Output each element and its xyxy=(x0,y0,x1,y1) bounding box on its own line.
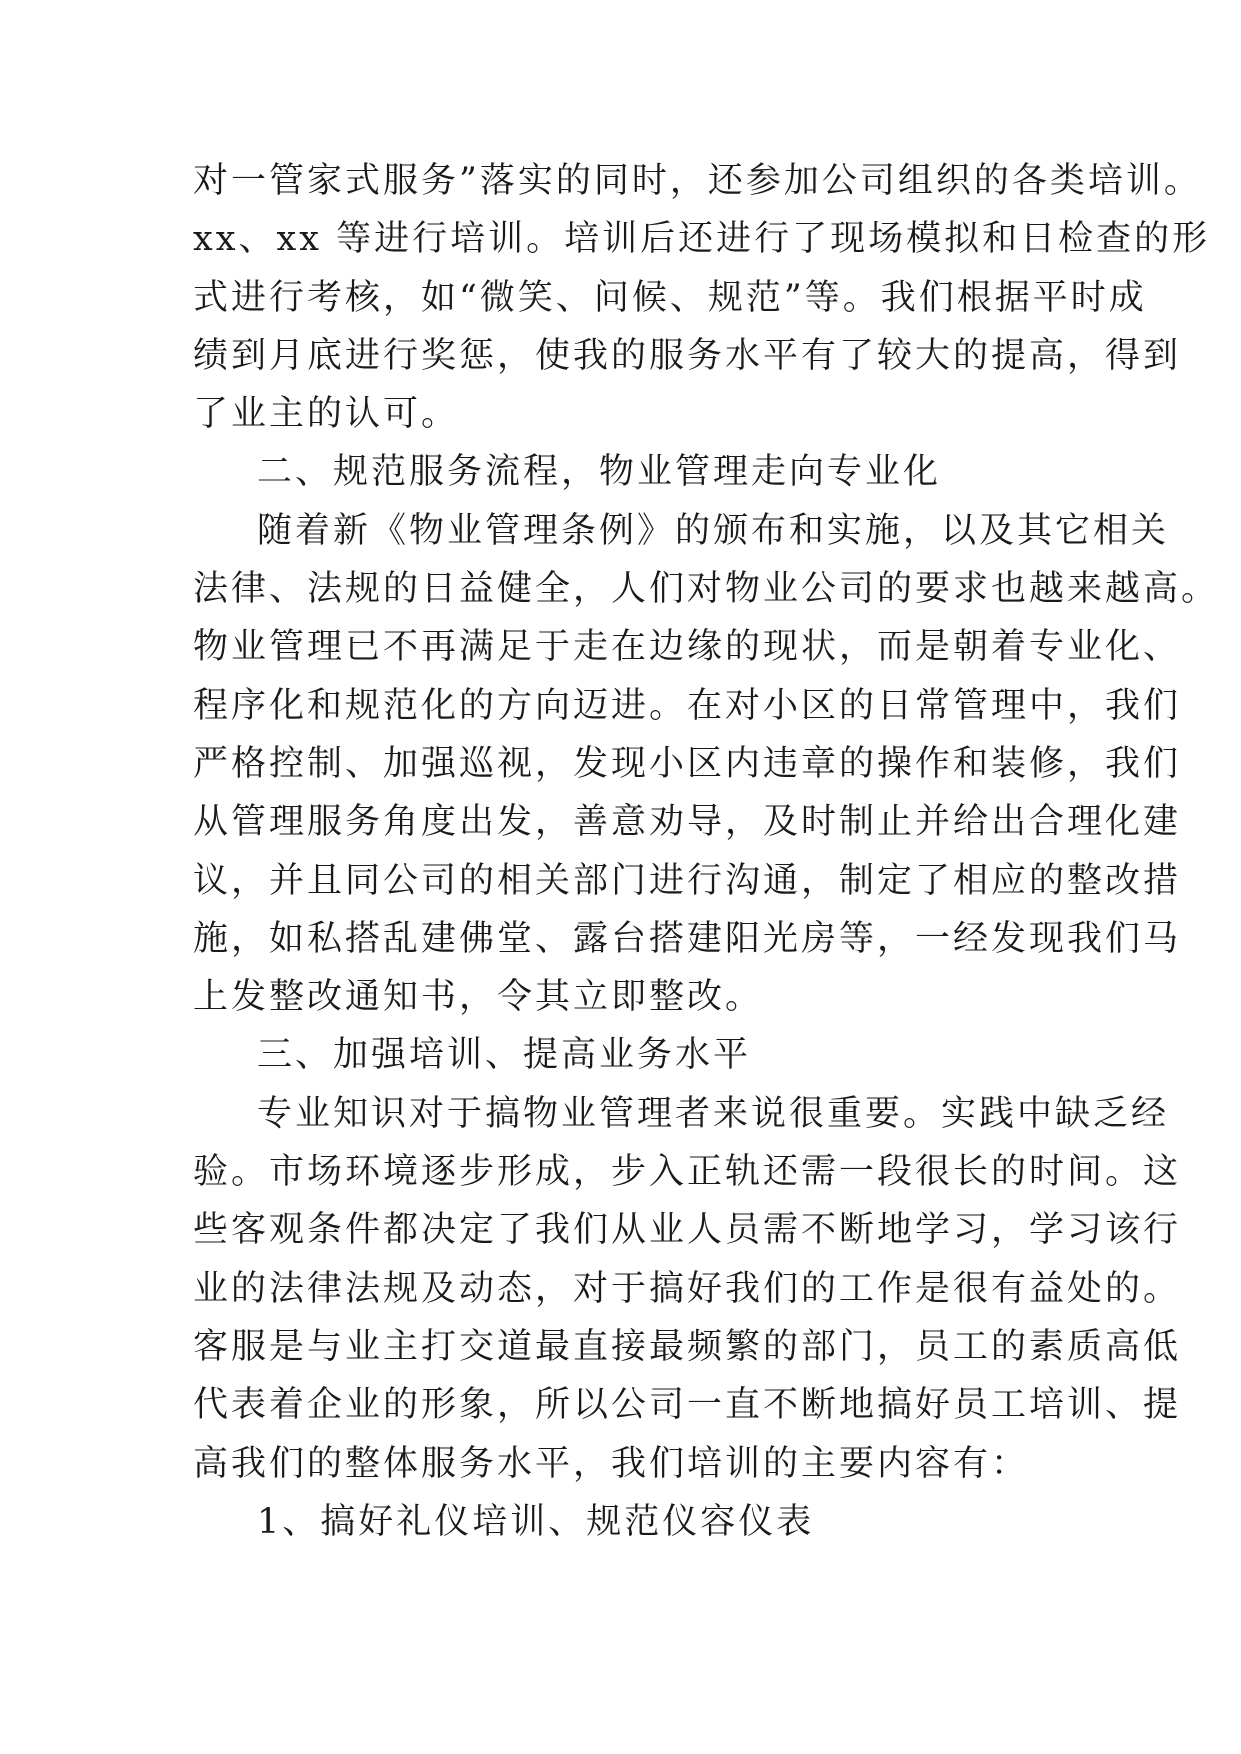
text-line: 议，并且同公司的相关部门进行沟通，制定了相应的整改措 xyxy=(193,860,1182,901)
text-line: xx、xx 等进行培训。培训后还进行了现场模拟和日检查的形 xyxy=(193,219,1211,260)
text-line: 业的法律法规及动态，对于搞好我们的工作是很有益处的。 xyxy=(193,1268,1182,1309)
text-line: 专业知识对于搞物业管理者来说很重要。实践中缺乏经 xyxy=(257,1093,1170,1134)
text-line: 程序化和规范化的方向迈进。在对小区的日常管理中，我们 xyxy=(193,685,1182,726)
text-line: 高我们的整体服务水平，我们培训的主要内容有： xyxy=(193,1443,1030,1484)
section-heading: 二、规范服务流程，物业管理走向专业化 xyxy=(257,452,942,493)
text-line: 上发整改通知书，令其立即整改。 xyxy=(193,977,764,1018)
text-line: 施，如私搭乱建佛堂、露台搭建阳光房等，一经发现我们马 xyxy=(193,918,1182,959)
text-line: 了业主的认可。 xyxy=(193,394,460,435)
text-line: 验。市场环境逐步形成，步入正轨还需一段很长的时间。这 xyxy=(193,1152,1182,1193)
text-line: 法律、法规的日益健全，人们对物业公司的要求也越来越高。 xyxy=(193,569,1220,610)
text-line: 严格控制、加强巡视，发现小区内违章的操作和装修，我们 xyxy=(193,743,1182,784)
text-line: 代表着企业的形象，所以公司一直不断地搞好员工培训、提 xyxy=(193,1385,1182,1426)
text-line: 些客观条件都决定了我们从业人员需不断地学习，学习该行 xyxy=(193,1210,1182,1251)
text-line: 随着新《物业管理条例》的颁布和实施，以及其它相关 xyxy=(257,510,1170,551)
text-line: 物业管理已不再满足于走在边缘的现状，而是朝着专业化、 xyxy=(193,627,1182,668)
text-line: 从管理服务角度出发，善意劝导，及时制止并给出合理化建 xyxy=(193,802,1182,843)
text-line: 对一管家式服务”落实的同时，还参加公司组织的各类培训。 xyxy=(193,161,1202,201)
section-heading: 三、加强培训、提高业务水平 xyxy=(257,1035,752,1076)
text-line: 绩到月底进行奖惩，使我的服务水平有了较大的提高，得到 xyxy=(193,335,1182,376)
text-line: 客服是与业主打交道最直接最频繁的部门，员工的素质高低 xyxy=(193,1326,1182,1367)
list-item: 1、搞好礼仪培训、规范仪容仪表 xyxy=(257,1501,815,1542)
document-body xyxy=(193,152,1220,1551)
text-line: 式进行考核，如“微笑、问候、规范”等。我们根据平时成 xyxy=(193,277,1147,318)
